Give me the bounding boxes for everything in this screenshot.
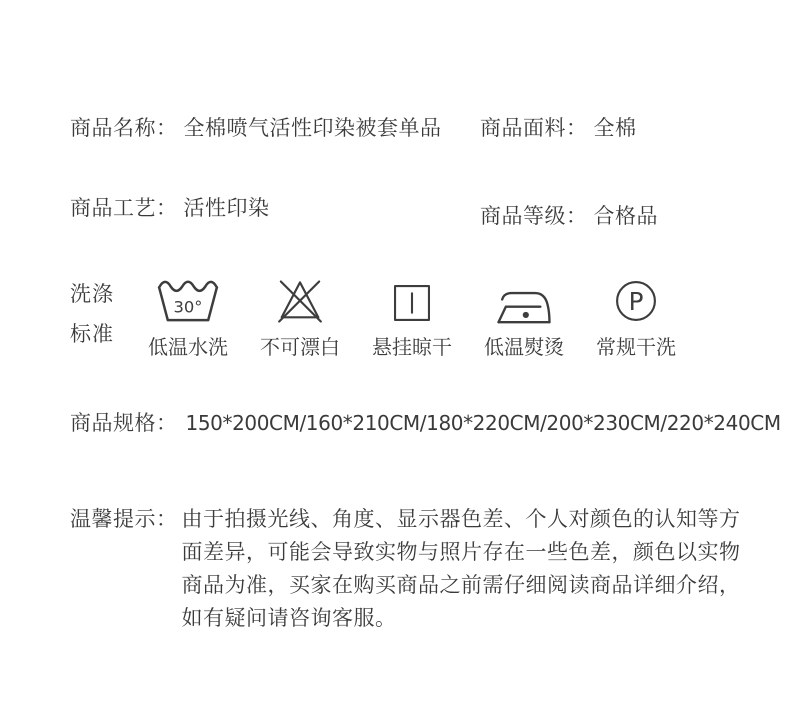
notice-block xyxy=(70,503,744,635)
spec-craft xyxy=(70,192,270,222)
care-item-dry-clean xyxy=(580,272,692,360)
care-caption: 低温熨烫 xyxy=(484,335,564,359)
spec-value: 活性印染 xyxy=(183,196,270,220)
spec-product-name xyxy=(70,112,442,142)
washing-label-line1: 洗涤 xyxy=(70,282,114,306)
notice-text: 由于拍摄光线、角度、显示器色差、个人对颜色的认知等方面差异，可能会导致实物与照片存在一些色差，颜色以实物商品为准，买家在购买商品之前需仔细阅读商品详细介绍，如有疑问请咨询客服。 xyxy=(181,507,741,630)
spec-label: 商品等级： xyxy=(480,204,588,228)
do-not-bleach-icon xyxy=(273,272,327,324)
size-label: 商品规格： xyxy=(70,411,178,435)
spec-value: 合格品 xyxy=(593,204,658,228)
washing-standard-label xyxy=(70,274,114,354)
size-spec-row xyxy=(70,407,781,437)
care-item-bleach xyxy=(244,272,356,360)
spec-grade xyxy=(480,200,658,230)
spec-fabric xyxy=(480,112,637,142)
spec-label: 商品面料： xyxy=(480,116,588,140)
washing-label-line2: 标准 xyxy=(70,322,114,346)
care-icons-row xyxy=(132,272,692,360)
care-item-hang-dry xyxy=(356,272,468,360)
hang-dry-icon xyxy=(391,272,433,324)
care-caption: 常规干洗 xyxy=(596,335,676,359)
care-item-wash xyxy=(132,272,244,360)
size-value: 150*200CM/160*210CM/180*220CM/200*230CM/220*240CM xyxy=(185,411,781,435)
svg-text:30°: 30° xyxy=(173,297,203,317)
care-caption: 悬挂晾干 xyxy=(372,335,452,359)
dry-clean-icon xyxy=(613,272,659,324)
spec-value: 全棉 xyxy=(593,116,637,140)
notice-label: 温馨提示： xyxy=(70,507,178,531)
spec-value: 全棉喷气活性印染被套单品 xyxy=(183,116,442,140)
svg-text:P: P xyxy=(628,287,644,317)
care-caption: 不可漂白 xyxy=(260,335,340,359)
care-item-iron xyxy=(468,272,580,360)
spec-label: 商品名称： xyxy=(70,116,178,140)
wash-30-icon xyxy=(154,272,222,324)
spec-label: 商品工艺： xyxy=(70,196,178,220)
iron-low-temp-icon xyxy=(494,272,554,324)
care-caption: 低温水洗 xyxy=(148,335,228,359)
